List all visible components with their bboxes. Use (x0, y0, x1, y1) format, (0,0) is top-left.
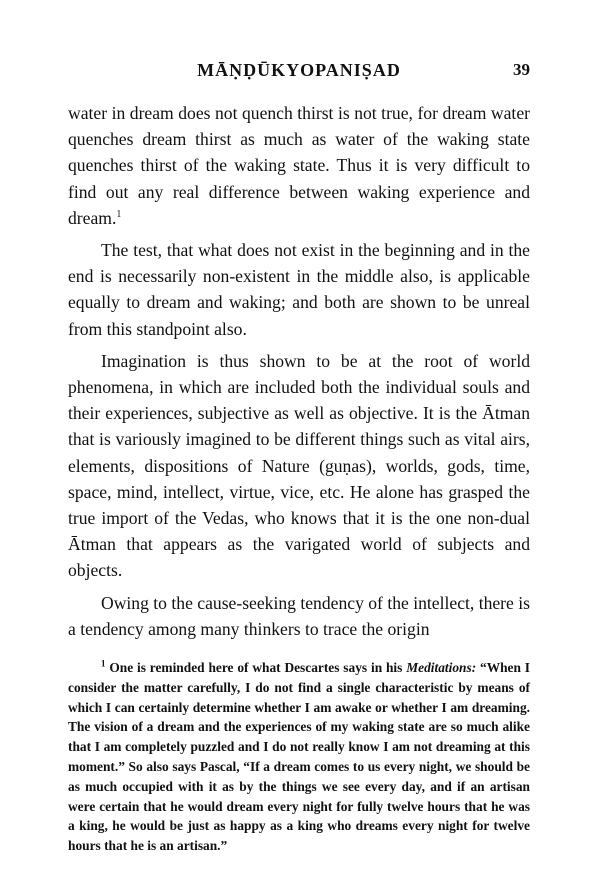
footnote-lead: One is reminded here of what Descartes says in his (109, 660, 407, 676)
footnote-text: “When I consider the matter carefully, I do not find a single characteristic by means of which I can certainly determine whether I am awake or whether I am dreaming. The vision of a dream and the experiences of my waking state are so much alike that I am completely puzzled and I do not really know I am not dreaming at this moment.” So also says Pascal, “If a dream comes to us every night, we should be as much occupied with it as by the things we see every day, and if an artisan were certain that he would dream every night for fully twelve hours that he was a king, he would be just as happy as a king who dreams every night for twelve hours that he is an artisan.” (68, 660, 530, 854)
paragraph-4: Owing to the cause-seeking tendency of the intellect, there is a tendency among many thinkers to trace the origin (68, 592, 530, 639)
page-title: MĀṆḌŪKYOPANIṢAD (197, 60, 401, 80)
main-text (68, 100, 530, 642)
running-header (68, 60, 530, 86)
footnote-reference: 1 (116, 208, 122, 220)
paragraph-1-text: water in dream does not quench thirst is not true, for dream water quenches dream thirst as much as water of the waking state quenches thirst of the waking state. Thus it is very difficult to find out any real difference between waking experience and dream. (68, 103, 530, 228)
footnote (68, 658, 530, 856)
paragraph-3: Imagination is thus shown to be at the root of world phenomena, in which are included both the individual souls and their experiences, subjective as well as objective. It is the Ātman that is variously imagined to be different things such as vital airs, elements, dispositions of Nature (guṇas), worlds, gods, time, space, mind, intellect, virtue, vice, etc. He alone has grasped the true import of the Vedas, who knows that it is the one non-dual Ātman that appears as the varigated world of subjects and objects. (68, 350, 530, 581)
footnote-marker: 1 (101, 658, 106, 669)
footnote-work-title: Meditations: (406, 660, 477, 676)
page-number: 39 (513, 60, 530, 79)
footnote-section (68, 658, 530, 856)
paragraph-2: The test, that what does not exist in the beginning and in the end is necessarily non-existent in the middle also, is applicable equally to dream and waking; and both are shown to be unreal from this standpoint also. (68, 240, 530, 339)
book-page (68, 60, 530, 856)
paragraph-1 (68, 100, 530, 231)
